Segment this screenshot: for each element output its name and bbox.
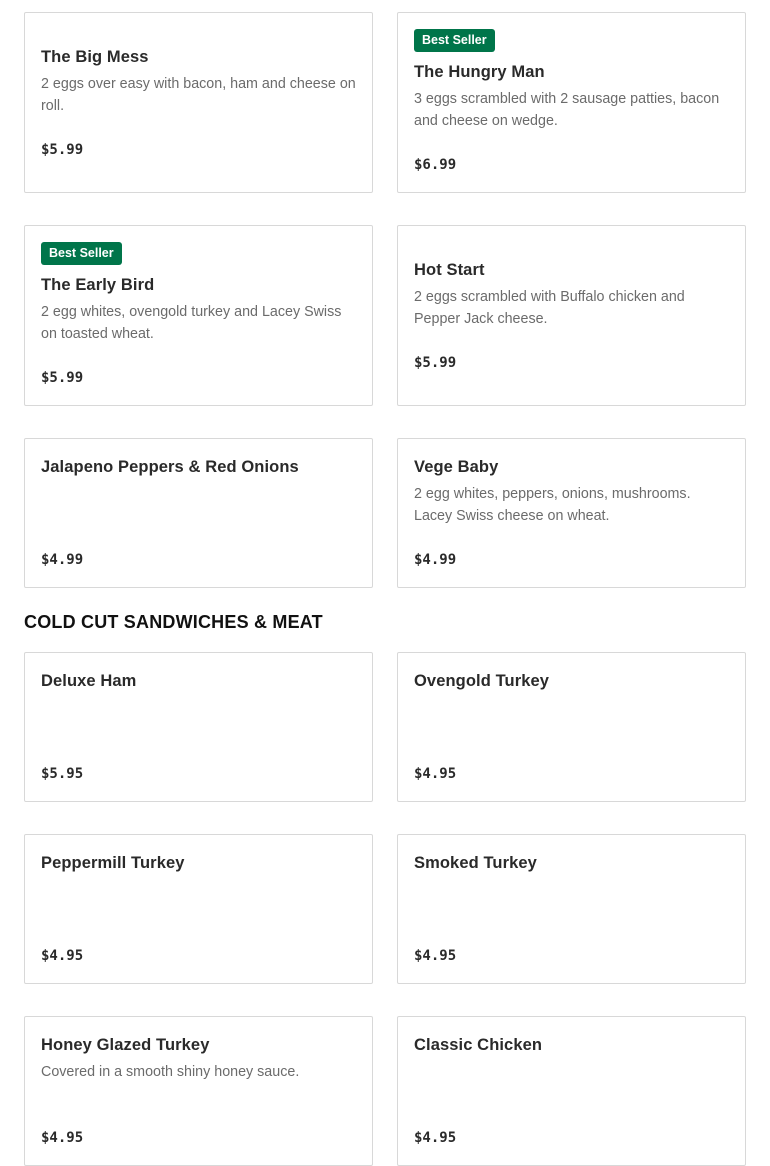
item-description: Covered in a smooth shiny honey sauce. bbox=[41, 1064, 300, 1080]
item-description: 2 eggs over easy with bacon, ham and cheese on roll. bbox=[41, 76, 356, 114]
item-name: Ovengold Turkey bbox=[414, 672, 550, 690]
item-description: 2 egg whites, peppers, onions, mushrooms. Lacey Swiss cheese on wheat. bbox=[414, 486, 691, 524]
menu-item-card[interactable] bbox=[397, 12, 746, 193]
menu-item-card[interactable] bbox=[24, 12, 373, 193]
item-name: Smoked Turkey bbox=[414, 854, 537, 872]
menu-item-card[interactable] bbox=[24, 438, 373, 588]
item-description: 2 egg whites, ovengold turkey and Lacey Swiss on toasted wheat. bbox=[41, 304, 342, 342]
menu-item-card[interactable] bbox=[397, 438, 746, 588]
menu-item-card[interactable] bbox=[24, 225, 373, 406]
item-price: $4.95 bbox=[414, 1130, 457, 1146]
item-price: $6.99 bbox=[414, 157, 457, 173]
menu-item-card[interactable] bbox=[397, 225, 746, 406]
menu-item-card[interactable] bbox=[24, 1016, 373, 1166]
item-name: Vege Baby bbox=[414, 458, 499, 476]
section-title: COLD CUT SANDWICHES & MEAT bbox=[24, 612, 323, 632]
item-name: The Hungry Man bbox=[414, 63, 545, 81]
item-description: 2 eggs scrambled with Buffalo chicken and Pepper Jack cheese. bbox=[414, 289, 685, 327]
item-name: Peppermill Turkey bbox=[41, 854, 185, 872]
menu-item-card[interactable] bbox=[24, 652, 373, 802]
menu-item-card[interactable] bbox=[24, 834, 373, 984]
item-price: $4.95 bbox=[414, 766, 457, 782]
item-description: 3 eggs scrambled with 2 sausage patties, bacon and cheese on wedge. bbox=[414, 91, 720, 129]
item-price: $4.95 bbox=[41, 1130, 84, 1146]
menu-item-card[interactable] bbox=[397, 652, 746, 802]
item-price: $5.99 bbox=[41, 142, 84, 158]
item-price: $4.99 bbox=[41, 552, 84, 568]
item-price: $5.99 bbox=[414, 355, 457, 371]
item-name: Deluxe Ham bbox=[41, 672, 137, 690]
item-name: The Big Mess bbox=[41, 48, 149, 66]
item-name: Jalapeno Peppers & Red Onions bbox=[41, 458, 299, 476]
menu-item-card[interactable] bbox=[397, 834, 746, 984]
item-name: Classic Chicken bbox=[414, 1036, 543, 1054]
item-price: $4.95 bbox=[414, 948, 457, 964]
item-name: Hot Start bbox=[414, 261, 485, 279]
item-price: $5.99 bbox=[41, 370, 84, 386]
menu-item-card[interactable] bbox=[397, 1016, 746, 1166]
item-price: $4.99 bbox=[414, 552, 457, 568]
best-seller-badge: Best Seller bbox=[41, 242, 122, 265]
item-price: $4.95 bbox=[41, 948, 84, 964]
item-name: Honey Glazed Turkey bbox=[41, 1036, 210, 1054]
item-name: The Early Bird bbox=[41, 276, 155, 294]
item-price: $5.95 bbox=[41, 766, 84, 782]
best-seller-badge: Best Seller bbox=[414, 29, 495, 52]
